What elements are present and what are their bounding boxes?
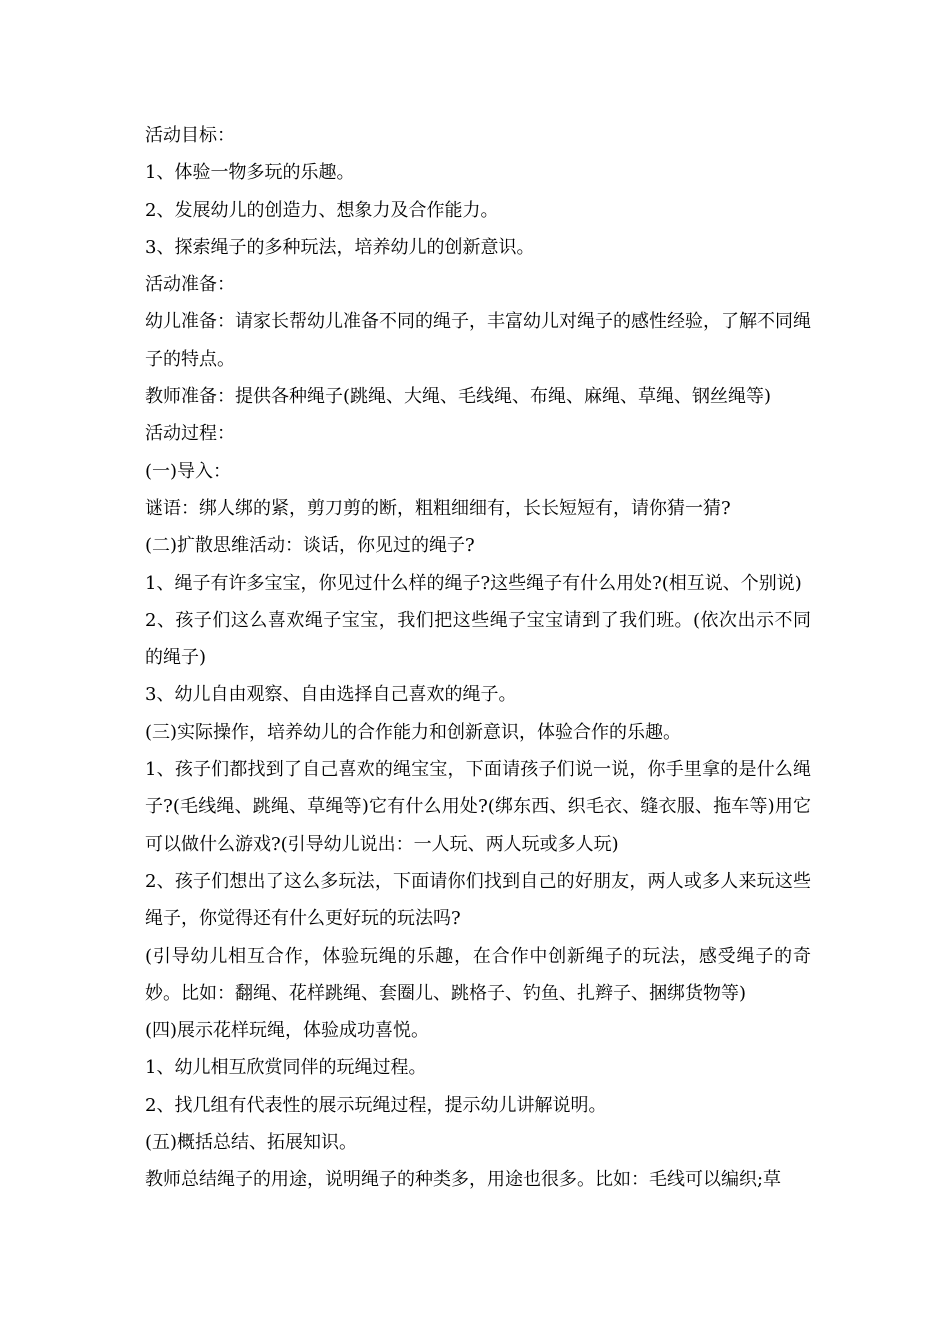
divergent-item-2: 2、孩子们这么喜欢绳子宝宝，我们把这些绳子宝宝请到了我们班。(依次出示不同的绳子) — [145, 609, 811, 669]
section-heading-process: 活动过程： — [145, 423, 235, 445]
practice-note: (引导幼儿相互合作，体验玩绳的乐趣，在合作中创新绳子的玩法，感受绳子的奇妙。比如：翻绳、花样跳绳、套圈儿、跳格子、钓鱼、扎辫子、捆绑货物等) — [145, 945, 811, 1004]
goal-item-3: 3、探索绳子的多种玩法，培养幼儿的创新意识。 — [145, 236, 535, 258]
child-preparation-paragraph: 幼儿准备：请家长帮幼儿准备不同的绳子，丰富幼儿对绳子的感性经验，了解不同绳子的特点。 — [145, 311, 811, 370]
document-body — [145, 117, 811, 1199]
step-heading-divergent: (二)扩散思维活动：谈话，你见过的绳子? — [145, 535, 475, 557]
divergent-item-1: 1、绳子有许多宝宝，你见过什么样的绳子?这些绳子有什么用处?(相互说、个别说) — [145, 572, 802, 594]
practice-item-2: 2、孩子们想出了这么多玩法，下面请你们找到自己的好朋友，两人或多人来玩这些绳子，你觉得还有什么更好玩的玩法吗? — [145, 870, 811, 930]
step-heading-summary: (五)概括总结、拓展知识。 — [145, 1132, 358, 1154]
showcase-item-1: 1、幼儿相互欣赏同伴的玩绳过程。 — [145, 1057, 427, 1079]
showcase-item-2: 2、找几组有代表性的展示玩绳过程，提示幼儿讲解说明。 — [145, 1094, 607, 1116]
step-heading-practice: (三)实际操作，培养幼儿的合作能力和创新意识，体验合作的乐趣。 — [145, 721, 682, 743]
section-heading-preparation: 活动准备： — [145, 274, 235, 296]
step-heading-intro: (一)导入： — [145, 460, 232, 482]
riddle-paragraph: 谜语：绑人绑的紧，剪刀剪的断，粗粗细细有，长长短短有，请你猜一猜? — [145, 497, 731, 519]
teacher-preparation-paragraph: 教师准备：提供各种绳子(跳绳、大绳、毛线绳、布绳、麻绳、草绳、钢丝绳等) — [145, 386, 772, 408]
summary-paragraph: 教师总结绳子的用途，说明绳子的种类多，用途也很多。比如：毛线可以编织;草 — [145, 1169, 782, 1191]
divergent-item-3: 3、幼儿自由观察、自由选择自己喜欢的绳子。 — [145, 684, 517, 706]
step-heading-showcase: (四)展示花样玩绳，体验成功喜悦。 — [145, 1020, 430, 1042]
practice-item-1: 1、孩子们都找到了自己喜欢的绳宝宝，下面请孩子们说一说，你手里拿的是什么绳子?(毛线绳、跳绳、草绳等)它有什么用处?(绑东西、织毛衣、缝衣服、拖车等)用它可以做什么游戏?(引导幼儿说出：一人玩、两人玩或多人玩) — [145, 759, 811, 855]
goal-item-2: 2、发展幼儿的创造力、想象力及合作能力。 — [145, 199, 499, 221]
goal-item-1: 1、体验一物多玩的乐趣。 — [145, 162, 355, 184]
section-heading-goals: 活动目标： — [145, 125, 235, 146]
